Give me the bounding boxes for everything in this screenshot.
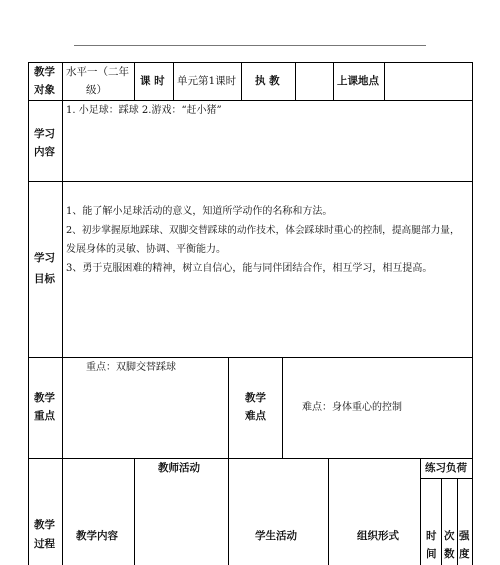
label-key-line2: 重点 (34, 410, 55, 422)
col-student-activity: 学生活动 (255, 530, 297, 542)
row-divider-2 (28, 181, 473, 182)
label-location: 上课地点 (337, 75, 379, 87)
r1-col-2 (134, 62, 135, 100)
label-goal-line2: 目标 (34, 273, 55, 285)
key-point: 重点：双脚交替踩球 (86, 362, 176, 373)
label-difficulty-line2: 难点 (245, 410, 266, 422)
load-intensity-line2: 度 (459, 548, 470, 560)
header-rule (74, 45, 426, 46)
r1-col-1 (62, 62, 63, 100)
object-value-line2: 级） (86, 84, 107, 96)
r5-load-sub-2 (457, 478, 458, 565)
label-content-line2: 内容 (34, 146, 55, 158)
r1-col-7 (384, 62, 385, 100)
load-count-line2: 数 (444, 548, 455, 560)
r2-label-col (62, 100, 63, 357)
label-process-line2: 过程 (34, 538, 55, 550)
label-object-line2: 对象 (34, 84, 55, 96)
load-time-line1: 时 (426, 530, 437, 542)
r1-col-5 (295, 62, 296, 100)
label-key-line1: 教学 (34, 392, 55, 404)
period-value: 单元第1课时 (177, 75, 237, 87)
load-intensity-line1: 强 (459, 530, 470, 542)
goal-2-line2: 发展身体的灵敏、协调、平衡能力。 (66, 244, 226, 255)
object-value-line1: 水平一（二年 (66, 66, 129, 78)
label-object-line1: 教学 (34, 66, 55, 78)
label-difficulty-line1: 教学 (245, 392, 266, 404)
label-content-line1: 学习 (34, 128, 55, 140)
goal-3: 3、勇于克服困难的精神，树立自信心，能与同伴团结合作，相互学习，相互提高。 (66, 263, 433, 274)
col-organization: 组织形式 (357, 530, 399, 542)
goal-1: 1、能了解小足球活动的意义，知道所学动作的名称和方法。 (66, 206, 333, 217)
r5-col-1 (62, 458, 63, 565)
col-teacher-activity: 教师活动 (158, 462, 200, 474)
col-practice-load: 练习负荷 (425, 462, 467, 474)
row-divider-4 (28, 458, 473, 459)
r4-col-3 (282, 357, 283, 458)
load-count-line1: 次 (444, 530, 455, 542)
load-time-line2: 间 (426, 548, 437, 560)
r5-col-3 (228, 458, 229, 565)
load-sub-divider (420, 478, 473, 479)
label-teacher: 执 教 (255, 75, 280, 87)
table-border-right (472, 62, 473, 565)
r1-col-6 (333, 62, 334, 100)
label-period: 课 时 (140, 75, 165, 87)
goal-2-line1: 2、初步掌握原地踩球、双脚交替踩球的动作技术，体会踩球时重心的控制，提高腿部力量， (66, 225, 460, 236)
r4-col-2 (228, 357, 229, 458)
learning-content: 1. 小足球：踩球 2.游戏：“赶小猪” (66, 105, 222, 116)
r4-col-1 (62, 357, 63, 458)
r5-col-2 (134, 458, 135, 565)
r1-col-4 (241, 62, 242, 100)
r5-col-5 (420, 458, 421, 565)
label-goal-line1: 学习 (34, 252, 55, 264)
r1-col-3 (173, 62, 174, 100)
r5-load-sub-1 (441, 478, 442, 565)
label-process-line1: 教学 (34, 519, 55, 531)
table-border-left (28, 62, 29, 565)
r5-col-4 (328, 458, 329, 565)
difficulty: 难点：身体重心的控制 (302, 402, 402, 413)
col-teaching-content: 教学内容 (76, 530, 118, 542)
